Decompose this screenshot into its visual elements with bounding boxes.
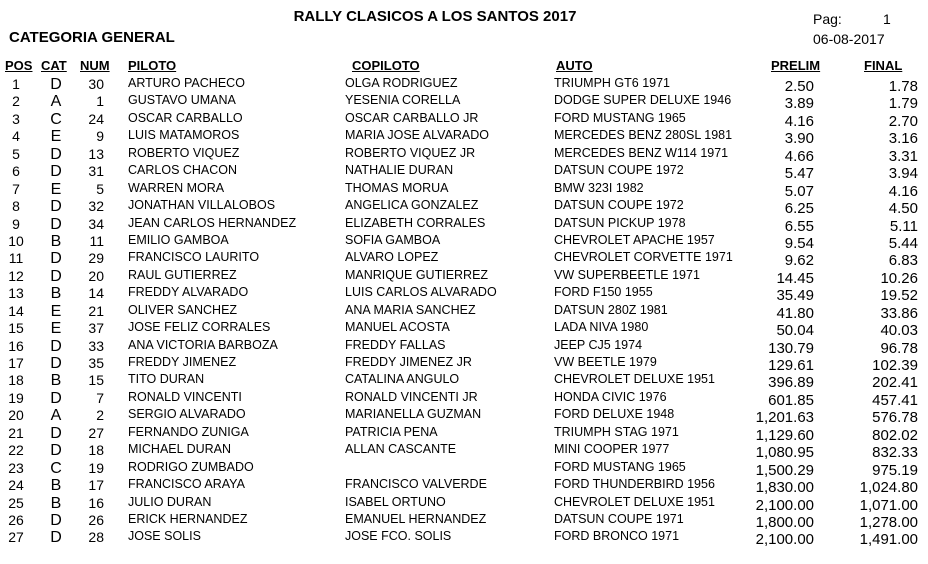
cell-num: 29 [88,250,104,267]
cell-piloto: MICHAEL DURAN [128,442,232,457]
category-heading: CATEGORIA GENERAL [9,29,175,46]
cell-cat: E [50,320,62,338]
cell-piloto: ROBERTO VIQUEZ [128,145,240,160]
cell-num: 14 [88,285,104,302]
cell-copiloto: MANRIQUE GUTIERREZ [345,267,489,282]
cell-pos: 22 [8,442,24,459]
cell-prelim: 41.80 [776,304,814,322]
cell-cat: A [50,407,62,425]
cell-prelim: 129.61 [768,357,814,374]
header-final: FINAL [864,58,903,73]
cell-piloto: JONATHAN VILLALOBOS [128,198,276,213]
cell-cat: D [50,76,62,93]
table-row [0,390,928,407]
cell-pos: 6 [12,163,20,180]
cell-copiloto: ANA MARIA SANCHEZ [345,302,476,317]
cell-num: 18 [88,442,104,459]
cell-pos: 11 [8,250,24,267]
cell-copiloto: ALLAN CASCANTE [345,442,457,457]
cell-cat: D [50,511,62,529]
cell-cat: D [50,389,62,407]
cell-final: 576.78 [872,409,918,427]
cell-num: 5 [96,180,104,197]
header-cat: CAT [41,58,67,73]
cell-prelim: 5.07 [784,182,814,200]
cell-piloto: FRANCISCO ARAYA [128,477,245,492]
table-row [0,233,928,250]
cell-piloto: FRANCISCO LAURITO [128,250,260,265]
cell-piloto: FERNANDO ZUNIGA [128,424,249,439]
cell-final: 6.83 [888,252,918,270]
cell-auto: DATSUN COUPE 1971 [554,511,684,526]
cell-prelim: 3.90 [784,130,814,148]
cell-auto: BMW 323I 1982 [554,180,644,195]
table-row [0,338,928,355]
cell-pos: 25 [8,494,24,511]
cell-pos: 23 [8,459,24,476]
cell-final: 1,491.00 [859,531,918,549]
cell-copiloto: OLGA RODRIGUEZ [345,76,458,90]
cell-prelim: 5.47 [784,165,814,183]
cell-auto: DATSUN COUPE 1972 [554,163,684,178]
cell-auto: CHEVROLET CORVETTE 1971 [554,250,733,265]
cell-final: 102.39 [872,357,918,374]
header-auto: AUTO [556,58,593,73]
cell-auto: VW SUPERBEETLE 1971 [554,267,700,282]
cell-prelim: 1,129.60 [755,426,814,444]
cell-prelim: 2.50 [784,78,814,95]
header-pos: POS [5,58,33,73]
cell-copiloto: MARIANELLA GUZMAN [345,407,482,422]
cell-auto: MERCEDES BENZ W114 1971 [554,145,729,160]
cell-num: 19 [88,459,104,476]
table-row [0,477,928,497]
cell-pos: 13 [8,285,24,302]
cell-prelim: 6.55 [784,217,814,235]
cell-num: 15 [88,372,104,389]
report-date: 06-08-2017 [813,31,885,47]
cell-num: 32 [88,198,104,215]
header-piloto: PILOTO [128,58,177,73]
cell-prelim: 35.49 [776,287,814,305]
results-table [0,76,928,547]
cell-copiloto: FREDDY JIMENEZ JR [345,355,472,369]
cell-num: 2 [96,407,104,424]
cell-auto: HONDA CIVIC 1976 [554,389,667,404]
cell-cat: D [50,163,62,181]
cell-auto: FORD THUNDERBIRD 1956 [554,477,715,492]
cell-piloto: RONALD VINCENTI [128,389,242,404]
table-row [0,495,928,512]
cell-copiloto: PATRICIA PENA [345,424,438,439]
cell-piloto: JEAN CARLOS HERNANDEZ [128,215,297,230]
cell-final: 4.50 [888,200,918,218]
cell-cat: B [50,232,62,250]
cell-pos: 16 [8,337,24,354]
cell-cat: D [50,355,62,372]
cell-copiloto: YESENIA CORELLA [345,93,461,108]
cell-piloto: LUIS MATAMOROS [128,128,240,143]
cell-final: 19.52 [880,287,918,305]
cell-auto: CHEVROLET DELUXE 1951 [554,372,715,387]
cell-cat: B [50,285,62,303]
cell-copiloto: OSCAR CARBALLO JR [345,110,479,125]
cell-prelim: 4.66 [784,147,814,165]
cell-prelim: 1,080.95 [755,444,814,462]
cell-piloto: JULIO DURAN [128,494,212,509]
cell-copiloto: FREDDY FALLAS [345,337,446,352]
cell-piloto: OSCAR CARBALLO [128,110,243,125]
cell-auto: TRIUMPH GT6 1971 [554,76,671,90]
cell-auto: DATSUN 280Z 1981 [554,302,668,317]
cell-final: 1,278.00 [859,513,918,531]
cell-auto: FORD F150 1955 [554,285,653,300]
cell-prelim: 9.54 [784,234,814,252]
cell-pos: 9 [12,215,20,232]
cell-auto: DODGE SUPER DELUXE 1946 [554,93,732,108]
cell-prelim: 14.45 [776,269,814,287]
cell-pos: 20 [8,407,24,424]
cell-auto: FORD DELUXE 1948 [554,407,675,422]
cell-num: 9 [96,128,104,145]
table-row [0,372,928,392]
cell-pos: 18 [8,372,24,389]
cell-piloto: OLIVER SANCHEZ [128,302,238,317]
cell-piloto: FREDDY ALVARADO [128,285,249,300]
cell-copiloto: MANUEL ACOSTA [345,320,450,335]
table-row [0,198,928,218]
cell-num: 21 [88,302,104,319]
header-num: NUM [80,58,110,73]
cell-piloto: RODRIGO ZUMBADO [128,459,254,474]
cell-final: 832.33 [872,444,918,462]
table-row [0,93,928,113]
cell-prelim: 1,800.00 [755,513,814,531]
cell-copiloto: FRANCISCO VALVERDE [345,477,487,492]
table-row [0,460,928,477]
cell-cat: C [50,459,62,477]
cell-copiloto: SOFIA GAMBOA [345,232,441,247]
cell-copiloto: ELIZABETH CORRALES [345,215,486,230]
cell-final: 3.16 [888,130,918,148]
cell-final: 3.94 [888,165,918,183]
cell-piloto: TITO DURAN [128,372,205,387]
cell-final: 33.86 [880,304,918,322]
cell-pos: 7 [12,180,20,197]
cell-final: 1.79 [888,95,918,113]
cell-final: 96.78 [880,339,918,357]
table-row [0,268,928,285]
table-row [0,111,928,128]
cell-prelim: 50.04 [776,322,814,340]
cell-auto: DATSUN PICKUP 1978 [554,215,686,230]
cell-auto: LADA NIVA 1980 [554,320,649,335]
cell-cat: D [50,424,62,442]
cell-cat: D [50,267,62,285]
cell-auto: MINI COOPER 1977 [554,442,670,457]
cell-pos: 1 [12,76,20,92]
cell-prelim: 1,500.29 [755,461,814,479]
cell-prelim: 2,100.00 [755,531,814,549]
cell-final: 40.03 [880,322,918,340]
cell-num: 11 [89,232,104,249]
cell-num: 37 [88,320,104,337]
page-number: 1 [883,11,891,27]
cell-copiloto: JOSE FCO. SOLIS [345,529,452,544]
table-row [0,216,928,233]
cell-copiloto: NATHALIE DURAN [345,163,454,178]
cell-piloto: GUSTAVO UMANA [128,93,236,108]
cell-piloto: JOSE FELIZ CORRALES [128,320,271,335]
header-prelim: PRELIM [771,58,821,73]
cell-piloto: CARLOS CHACON [128,163,238,178]
cell-pos: 12 [8,267,24,284]
cell-final: 202.41 [872,374,918,392]
cell-final: 457.41 [872,391,918,409]
page-label: Pag: [813,11,842,27]
cell-num: 17 [88,477,104,494]
cell-cat: E [50,302,62,320]
cell-pos: 5 [12,145,20,162]
cell-copiloto: ALVARO LOPEZ [345,250,439,265]
header-copiloto: COPILOTO [352,58,420,73]
table-row [0,355,928,372]
cell-num: 28 [88,529,104,546]
cell-final: 5.11 [889,217,918,235]
cell-pos: 17 [8,355,24,371]
cell-auto: CHEVROLET APACHE 1957 [554,232,715,247]
cell-piloto: FREDDY JIMENEZ [128,355,237,369]
cell-prelim: 2,100.00 [755,496,814,514]
cell-piloto: ERICK HERNANDEZ [128,511,248,526]
table-row [0,181,928,198]
cell-cat: D [50,145,62,163]
cell-num: 30 [88,76,104,92]
cell-pos: 2 [12,93,20,110]
cell-auto: VW BEETLE 1979 [554,355,657,369]
cell-cat: D [50,198,62,216]
cell-prelim: 3.89 [784,95,814,113]
cell-num: 26 [88,511,104,528]
cell-num: 27 [88,424,104,441]
cell-piloto: ARTURO PACHECO [128,76,245,90]
cell-auto: FORD MUSTANG 1965 [554,459,686,474]
cell-num: 35 [88,355,104,371]
cell-cat: D [50,250,62,268]
cell-pos: 10 [8,232,24,249]
cell-num: 33 [88,337,104,354]
cell-copiloto: ROBERTO VIQUEZ JR [345,145,476,160]
cell-num: 20 [88,267,104,284]
cell-copiloto: ANGELICA GONZALEZ [345,198,479,213]
cell-auto: MERCEDES BENZ 280SL 1981 [554,128,733,143]
cell-final: 5.44 [888,234,918,252]
cell-prelim: 9.62 [784,252,814,270]
cell-copiloto: EMANUEL HERNANDEZ [345,511,487,526]
table-row [0,512,928,529]
cell-cat: A [50,93,62,111]
cell-prelim: 396.89 [768,374,814,392]
cell-final: 1.78 [888,78,918,95]
cell-final: 802.02 [872,426,918,444]
cell-num: 16 [88,494,104,511]
cell-cat: B [50,477,62,495]
cell-copiloto: LUIS CARLOS ALVARADO [345,285,497,300]
cell-cat: D [50,442,62,460]
cell-cat: D [50,337,62,355]
table-row [0,442,928,462]
cell-auto: CHEVROLET DELUXE 1951 [554,494,715,509]
cell-prelim: 130.79 [768,339,814,357]
cell-piloto: WARREN MORA [128,180,225,195]
cell-num: 34 [88,215,104,232]
cell-auto: JEEP CJ5 1974 [554,337,643,352]
cell-num: 13 [88,145,104,162]
cell-pos: 24 [8,477,24,494]
cell-copiloto: ISABEL ORTUNO [345,494,446,509]
cell-cat: E [50,180,62,198]
table-row [0,76,928,93]
cell-num: 31 [88,163,104,180]
table-row [0,320,928,340]
cell-final: 10.26 [880,269,918,287]
cell-final: 3.31 [888,147,918,165]
table-row [0,250,928,270]
table-row [0,529,928,549]
cell-piloto: SERGIO ALVARADO [128,407,246,422]
cell-pos: 26 [8,511,24,528]
cell-prelim: 601.85 [768,391,814,409]
cell-pos: 3 [12,110,20,127]
table-row [0,146,928,163]
cell-copiloto: RONALD VINCENTI JR [345,389,478,404]
cell-cat: D [50,529,62,547]
cell-pos: 14 [8,302,24,319]
cell-auto: DATSUN COUPE 1972 [554,198,684,213]
cell-piloto: ANA VICTORIA BARBOZA [128,337,278,352]
cell-cat: C [50,110,62,128]
report-title: RALLY CLASICOS A LOS SANTOS 2017 [293,8,577,25]
cell-cat: B [50,372,62,390]
cell-prelim: 1,201.63 [755,409,814,427]
cell-copiloto: CATALINA ANGULO [345,372,460,387]
cell-piloto: JOSE SOLIS [128,529,201,544]
table-row [0,163,928,183]
cell-cat: D [50,215,62,233]
cell-auto: TRIUMPH STAG 1971 [554,424,679,439]
table-row [0,128,928,148]
cell-prelim: 4.16 [784,112,814,130]
table-row [0,407,928,427]
cell-prelim: 6.25 [784,200,814,218]
cell-num: 24 [88,110,104,127]
cell-prelim: 1,830.00 [755,479,814,497]
cell-final: 975.19 [872,461,918,479]
cell-copiloto: MARIA JOSE ALVARADO [345,128,490,143]
cell-final: 1,071.00 [859,496,918,514]
cell-auto: FORD MUSTANG 1965 [554,110,686,125]
cell-num: 1 [96,93,104,110]
table-row [0,425,928,442]
cell-pos: 15 [8,320,24,337]
cell-final: 4.16 [888,182,918,200]
cell-pos: 4 [12,128,20,145]
cell-pos: 27 [8,529,24,546]
cell-cat: E [50,128,62,146]
cell-piloto: EMILIO GAMBOA [128,232,229,247]
cell-final: 1,024.80 [859,479,918,497]
table-row [0,303,928,320]
cell-piloto: RAUL GUTIERREZ [128,267,237,282]
cell-auto: FORD BRONCO 1971 [554,529,680,544]
cell-pos: 19 [8,389,24,406]
cell-num: 7 [96,389,104,406]
cell-copiloto: THOMAS MORUA [345,180,449,195]
table-row [0,285,928,305]
cell-pos: 8 [12,198,20,215]
cell-cat: B [50,494,62,512]
cell-final: 2.70 [888,112,918,130]
cell-pos: 21 [8,424,24,441]
